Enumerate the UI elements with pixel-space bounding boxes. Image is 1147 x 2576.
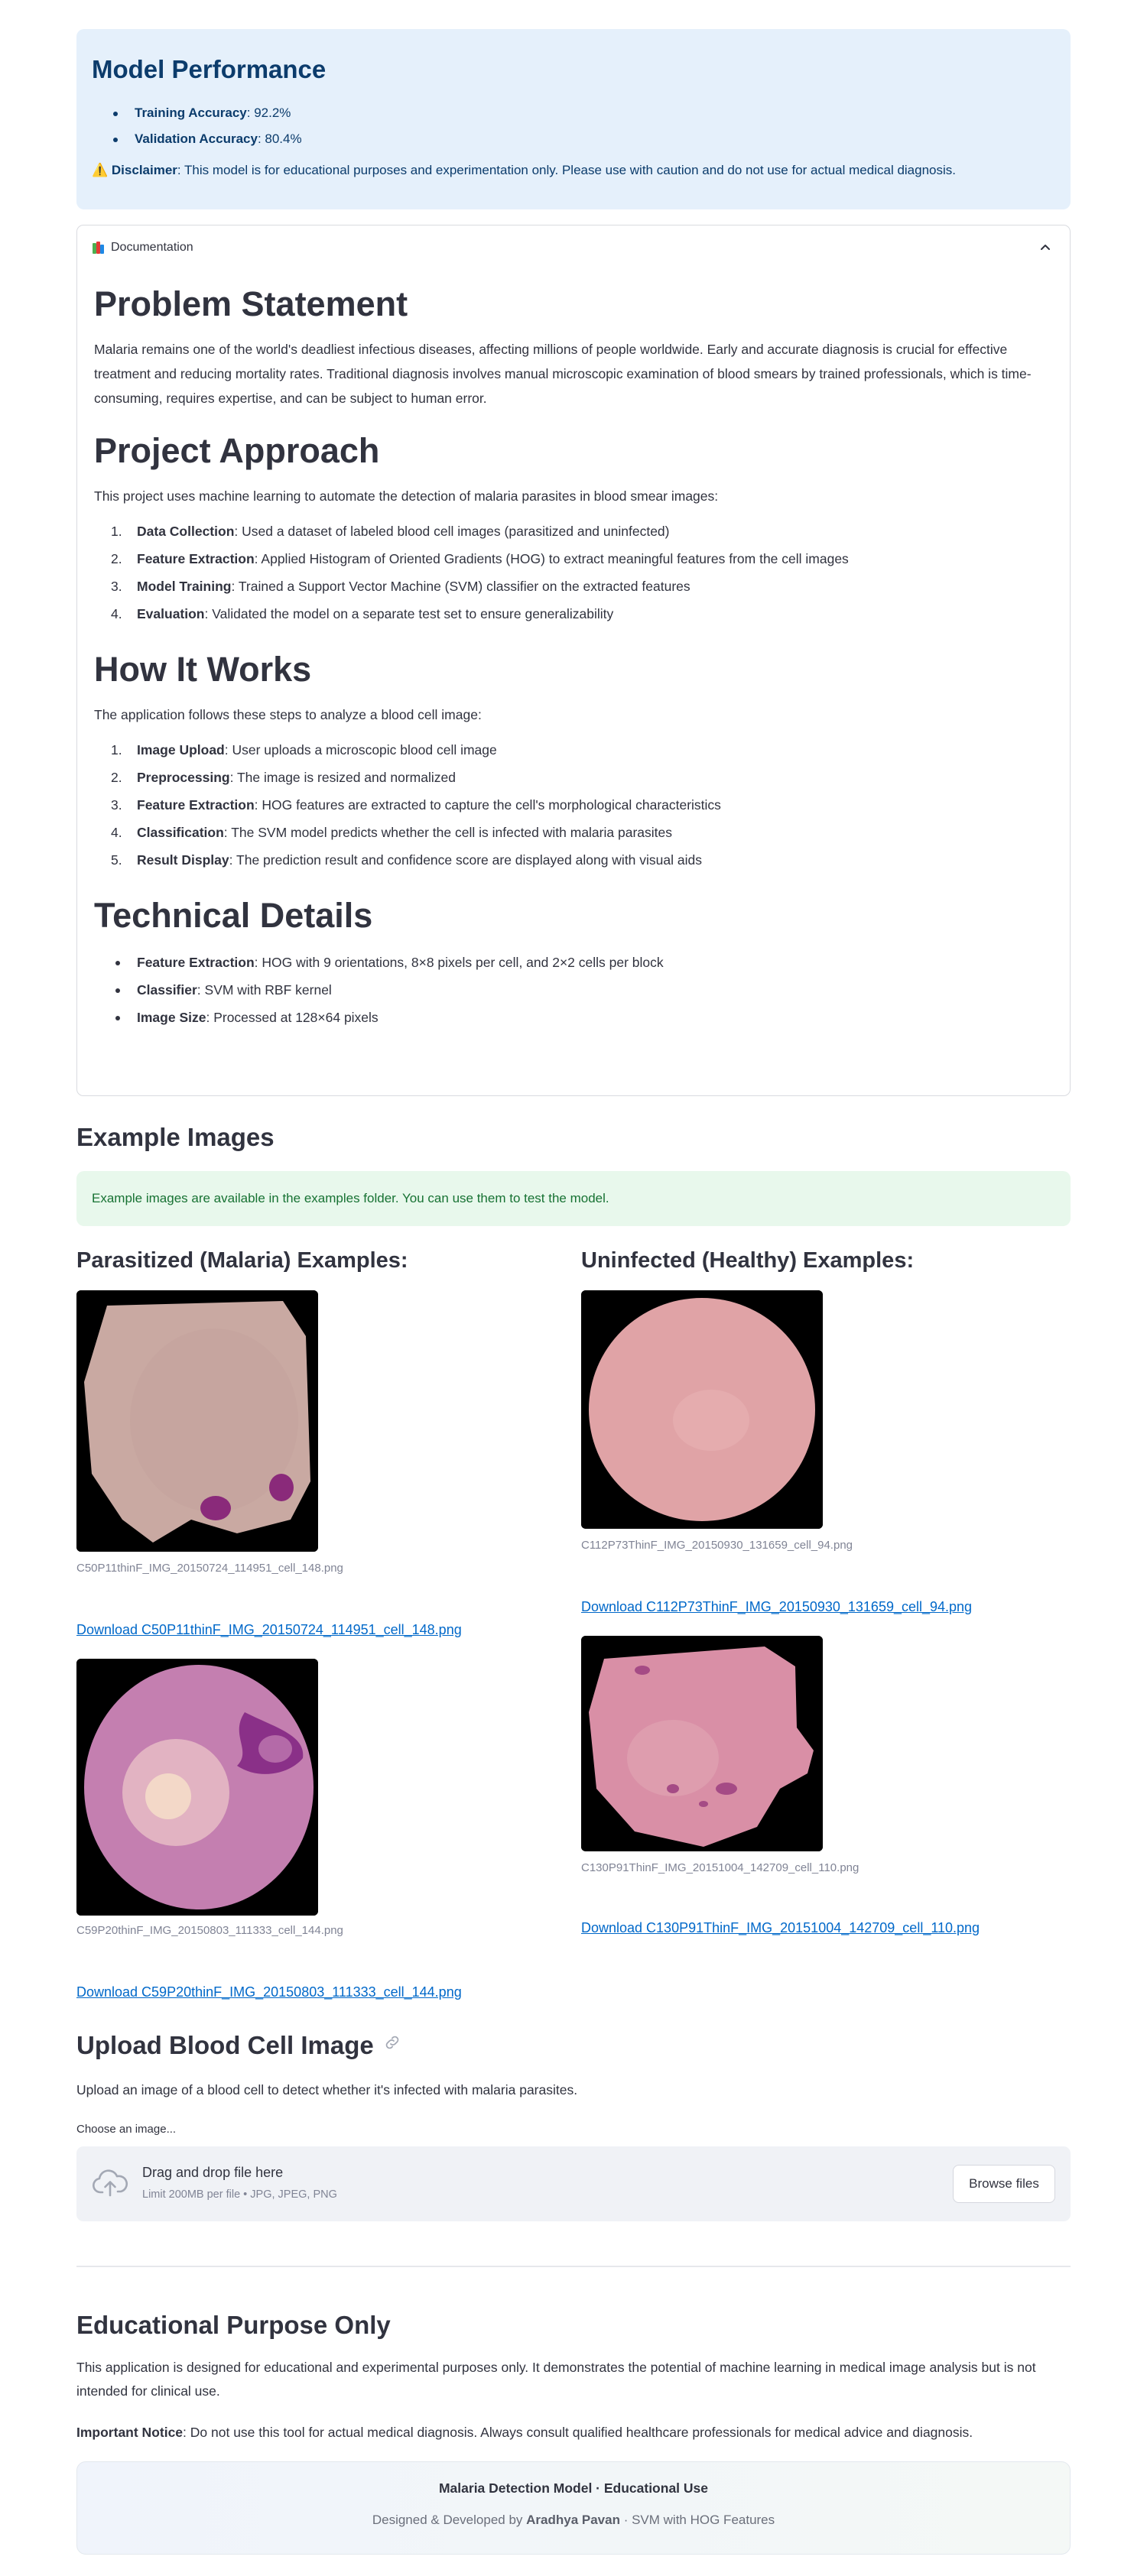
step-text: : Used a dataset of labeled blood cell images (parasitized and uninfected) [234, 524, 670, 539]
item-text: : HOG with 9 orientations, 8×8 pixels per cell, and 2×2 cells per block [254, 955, 664, 970]
technical-details-heading: Technical Details [94, 896, 373, 935]
item-label: Classifier [137, 982, 197, 998]
footer-title: Malaria Detection Model · Educational Use [438, 2480, 709, 2496]
training-accuracy [109, 100, 1055, 126]
how-it-works-intro: The application follows these steps to analyze a blood cell image: [94, 707, 482, 722]
notice-text: : Do not use this tool for actual medical diagnosis. Always consult qualified healthcare professionals for medical advice and diagnosis. [183, 2425, 973, 2440]
file-dropzone[interactable] [76, 2146, 1071, 2221]
download-link[interactable]: Download C50P11thinF_IMG_20150724_114951_cell_148.png [76, 1622, 462, 1637]
credits-prefix: Designed & Developed by [372, 2513, 527, 2527]
step-text: : The SVM model predicts whether the cell is infected with malaria parasites [223, 825, 672, 840]
parasitized-heading: Parasitized (Malaria) Examples: [76, 1248, 408, 1273]
download-link[interactable]: Download C130P91ThinF_IMG_20151004_142709_cell_110.png [581, 1920, 980, 1935]
problem-statement-text: Malaria remains one of the world's deadliest infectious diseases, affecting millions of people worldwide. Early and accurate diagnosis is crucial for effective treatment and reducing mortality rates. Traditional diagnosis involves manual microscopic examination of blood smears by trained professionals, which is time-consuming, requires expertise, and can be subject to human error. [94, 342, 1032, 406]
step-label: Data Collection [137, 524, 235, 539]
step-text: : User uploads a microscopic blood cell image [224, 742, 497, 758]
step-label: Evaluation [137, 606, 205, 621]
footer-card [76, 2461, 1071, 2555]
step-label: Model Training [137, 579, 232, 594]
step-text: : Validated the model on a separate test set to ensure generalizability [204, 606, 614, 621]
step-text: : HOG features are extracted to capture the cell's morphological characteristics [254, 797, 721, 813]
important-notice [76, 2422, 973, 2443]
step-label: Classification [137, 825, 224, 840]
item-text: : Processed at 128×64 pixels [206, 1010, 379, 1025]
author-name: Aradhya Pavan [526, 2513, 620, 2527]
disclaimer-text: : This model is for educational purposes and experimentation only. Please use with caution and do not use for actual medical diagnosis. [177, 162, 956, 177]
list-item [111, 791, 1053, 819]
step-label: Preprocessing [137, 770, 230, 785]
image-caption: C59P20thinF_IMG_20150803_111333_cell_144.png [76, 1924, 343, 1937]
list-item [111, 573, 1053, 600]
limit-text: Limit 200MB per file • JPG, JPEG, PNG [142, 2188, 337, 2201]
item-label: Feature Extraction [137, 955, 255, 970]
warning-icon: ⚠️ [92, 162, 109, 177]
uninfected-heading: Uninfected (Healthy) Examples: [581, 1248, 915, 1273]
example-images-heading: Example Images [76, 1123, 275, 1151]
documentation-expander [76, 225, 1071, 1096]
step-text: : Applied Histogram of Oriented Gradients (HOG) to extract meaningful features from the cell images [254, 551, 849, 566]
upload-field-label: Choose an image... [76, 2123, 177, 2136]
step-text: : The prediction result and confidence score are displayed along with visual aids [229, 852, 702, 868]
how-it-works-heading: How It Works [94, 650, 312, 689]
training-accuracy-value: : 92.2% [246, 105, 291, 120]
educational-heading: Educational Purpose Only [76, 2311, 391, 2339]
list-item [111, 819, 1053, 846]
list-item [111, 517, 1053, 545]
list-item [111, 976, 1053, 1004]
documentation-label: Documentation [111, 241, 193, 255]
image-caption: C112P73ThinF_IMG_20150930_131659_cell_94.png [581, 1539, 853, 1552]
step-text: : The image is resized and normalized [229, 770, 456, 785]
educational-text: This application is designed for educational and experimental purposes only. It demonstrates the potential of machine learning in medical image analysis but is not intended for clinical use. [76, 2360, 1036, 2399]
upload-heading-row [76, 2030, 401, 2061]
download-link[interactable]: Download C112P73ThinF_IMG_20150930_131659_cell_94.png [581, 1599, 973, 1614]
download-link[interactable]: Download C59P20thinF_IMG_20150803_111333_cell_144.png [76, 1984, 462, 2000]
performance-list [109, 100, 1055, 152]
step-label: Feature Extraction [137, 797, 255, 813]
chevron-up-icon[interactable] [1036, 238, 1054, 257]
problem-statement-heading: Problem Statement [94, 284, 408, 323]
list-item [111, 1004, 1053, 1031]
notice-label: Important Notice [76, 2425, 184, 2440]
footer-credits [77, 2509, 1070, 2530]
list-item [111, 600, 1053, 628]
item-label: Image Size [137, 1010, 206, 1025]
documentation-expander-header[interactable] [77, 225, 1070, 270]
project-approach-intro: This project uses machine learning to automate the detection of malaria parasites in blood smear images: [94, 488, 719, 504]
credits-suffix: · SVM with HOG Features [619, 2513, 775, 2527]
step-text: : Trained a Support Vector Machine (SVM) classifier on the extracted features [231, 579, 690, 594]
list-item [111, 764, 1053, 791]
link-icon[interactable] [383, 2033, 401, 2058]
disclaimer-label: Disclaimer [111, 162, 177, 177]
step-label: Image Upload [137, 742, 225, 758]
model-performance-box [76, 29, 1071, 209]
parasitized-example-image-2 [76, 1659, 318, 1916]
upload-description: Upload an image of a blood cell to detect whether it's infected with malaria parasites. [76, 2082, 578, 2097]
parasitized-example-image-1 [76, 1290, 318, 1552]
uninfected-example-image-2 [581, 1636, 823, 1851]
step-label: Result Display [137, 852, 229, 868]
list-item [111, 949, 1053, 976]
list-item [111, 846, 1053, 874]
books-icon [93, 242, 105, 254]
approach-steps-list [111, 517, 1053, 628]
disclaimer [92, 160, 1055, 180]
browse-files-button[interactable]: Browse files [953, 2165, 1055, 2203]
validation-accuracy-value: : 80.4% [257, 131, 302, 146]
item-text: : SVM with RBF kernel [197, 982, 332, 998]
validation-accuracy-label: Validation Accuracy [135, 131, 258, 146]
performance-title: Model Performance [92, 55, 327, 83]
list-item [111, 736, 1053, 764]
cloud-upload-icon [92, 2169, 128, 2203]
how-steps-list [111, 736, 1053, 874]
step-label: Feature Extraction [137, 551, 255, 566]
divider [76, 2266, 1071, 2267]
uninfected-example-image-1 [581, 1290, 823, 1529]
list-item [111, 545, 1053, 573]
drop-text: Drag and drop file here [142, 2165, 284, 2180]
technical-details-list [111, 949, 1053, 1031]
project-approach-heading: Project Approach [94, 431, 380, 470]
upload-heading: Upload Blood Cell Image [76, 2031, 374, 2059]
training-accuracy-label: Training Accuracy [135, 105, 247, 120]
image-caption: C50P11thinF_IMG_20150724_114951_cell_148.png [76, 1562, 343, 1575]
validation-accuracy [109, 126, 1055, 152]
image-caption: C130P91ThinF_IMG_20151004_142709_cell_110.png [581, 1861, 859, 1874]
examples-info-alert: Example images are available in the examples folder. You can use them to test the model. [76, 1171, 1071, 1226]
